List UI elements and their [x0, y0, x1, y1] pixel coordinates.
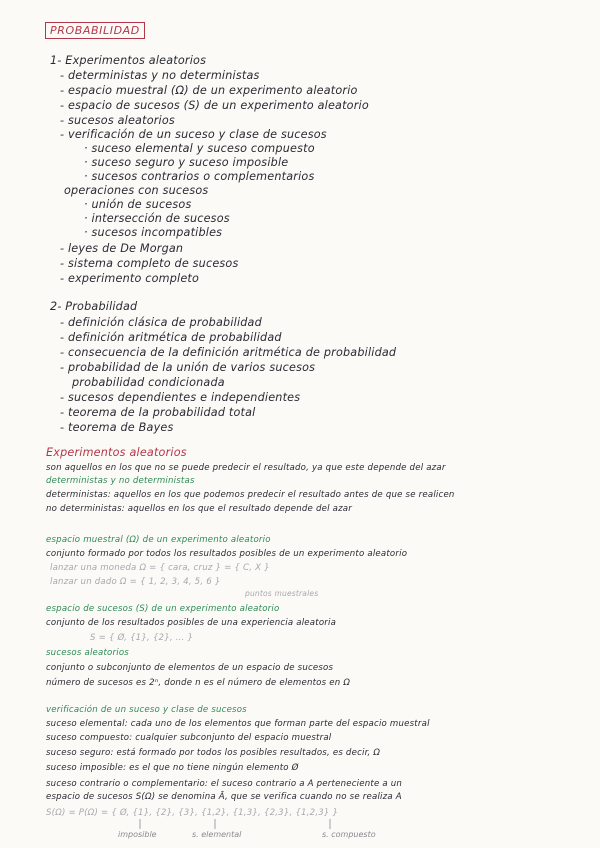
section1-subitem: · sucesos contrarios o complementarios — [84, 170, 315, 183]
section2-item: probabilidad condicionada — [72, 376, 225, 389]
section2-item: - definición aritmética de probabilidad — [60, 331, 282, 344]
label-imposible: imposible — [118, 830, 157, 839]
notes-vs-set: S(Ω) = P(Ω) = { Ø, {1}, {2}, {3}, {1,2}, {1,3}, {2,3}, {1,2,3} } — [46, 808, 339, 818]
notes-es-heading: espacio de sucesos (S) de un experimento aleatorio — [46, 604, 280, 614]
section1-item: - sucesos aleatorios — [60, 114, 175, 127]
section1-item: operaciones con sucesos — [64, 184, 209, 197]
notes-es-ex: S = { Ø, {1}, {2}, ... } — [90, 633, 194, 643]
section1-item: - sistema completo de sucesos — [60, 257, 239, 270]
notes-vs-imp: suceso imposible: es el que no tiene ningún elemento Ø — [46, 763, 299, 773]
label-elemental: s. elemental — [192, 830, 242, 839]
section1-subitem: · suceso elemental y suceso compuesto — [84, 142, 315, 155]
notes-exp-def: son aquellos en los que no se puede predecir el resultado, ya que este depende del azar — [46, 463, 446, 473]
section1-item: - espacio de sucesos (S) de un experimento aleatorio — [60, 99, 369, 112]
section2-item: - teorema de la probabilidad total — [60, 406, 256, 419]
notes-ms-ex1: lanzar una moneda Ω = { cara, cruz } = { C, X } — [50, 563, 270, 573]
notes-vs-heading: verificación de un suceso y clase de sucesos — [46, 705, 247, 715]
section2-heading: 2- Probabilidad — [50, 300, 138, 313]
section1-item: - deterministas y no deterministas — [60, 69, 260, 82]
section1-subitem: · intersección de sucesos — [84, 212, 230, 225]
notes-vs-comp: suceso compuesto: cualquier subconjunto del espacio muestral — [46, 733, 332, 743]
notes-sa-def: conjunto o subconjunto de elementos de un espacio de sucesos — [46, 663, 334, 673]
notes-det: deterministas: aquellos en los que podemos predecir el resultado antes de que se realicen — [46, 490, 455, 500]
section1-subitem: · unión de sucesos — [84, 198, 192, 211]
notes-es-def: conjunto de los resultados posibles de una experiencia aleatoria — [46, 618, 337, 628]
section1-subitem: · suceso seguro y suceso imposible — [84, 156, 289, 169]
page-title: PROBABILIDAD — [45, 22, 145, 39]
notes-vs-elem: suceso elemental: cada uno de los elementos que forman parte del espacio muestral — [46, 719, 430, 729]
notes-sa-heading: sucesos aleatorios — [46, 648, 129, 658]
notes-ms-def: conjunto formado por todos los resultados posibles de un experimento aleatorio — [46, 549, 408, 559]
notes-ms-ex2-note: puntos muestrales — [245, 589, 319, 598]
notes-sa-num: número de sucesos es 2ⁿ, donde n es el número de elementos en Ω — [46, 678, 351, 688]
section1-item: - verificación de un suceso y clase de sucesos — [60, 128, 327, 141]
section1-item: - leyes de De Morgan — [60, 242, 184, 255]
notes-vs-cont: suceso contrario o complementario: el suceso contrario a A perteneciente a un — [46, 779, 403, 789]
notes-ms-ex2: lanzar un dado Ω = { 1, 2, 3, 4, 5, 6 } — [50, 577, 221, 587]
notes-vs-seg: suceso seguro: está formado por todos los posibles resultados, es decir, Ω — [46, 748, 381, 758]
notes-exp-sub: deterministas y no deterministas — [46, 476, 195, 486]
section2-item: - sucesos dependientes e independientes — [60, 391, 301, 404]
section1-subitem: · sucesos incompatibles — [84, 226, 223, 239]
section1-item: - espacio muestral (Ω) de un experimento aleatorio — [60, 84, 358, 97]
notes-ms-heading: espacio muestral (Ω) de un experimento aleatorio — [46, 535, 271, 545]
section1-heading: 1- Experimentos aleatorios — [50, 54, 207, 67]
section2-item: - definición clásica de probabilidad — [60, 316, 262, 329]
notes-vs-cont2: espacio de sucesos S(Ω) se denomina Ā, que se verifica cuando no se realiza A — [46, 792, 402, 802]
section2-item: - probabilidad de la unión de varios sucesos — [60, 361, 316, 374]
notes-nodet: no deterministas: aquellos en los que el resultado depende del azar — [46, 504, 352, 514]
section2-item: - consecuencia de la definición aritmética de probabilidad — [60, 346, 397, 359]
label-compuesto: s. compuesto — [322, 830, 376, 839]
notes-exp-heading: Experimentos aleatorios — [46, 446, 187, 459]
section2-item: - teorema de Bayes — [60, 421, 174, 434]
section1-item: - experimento completo — [60, 272, 200, 285]
